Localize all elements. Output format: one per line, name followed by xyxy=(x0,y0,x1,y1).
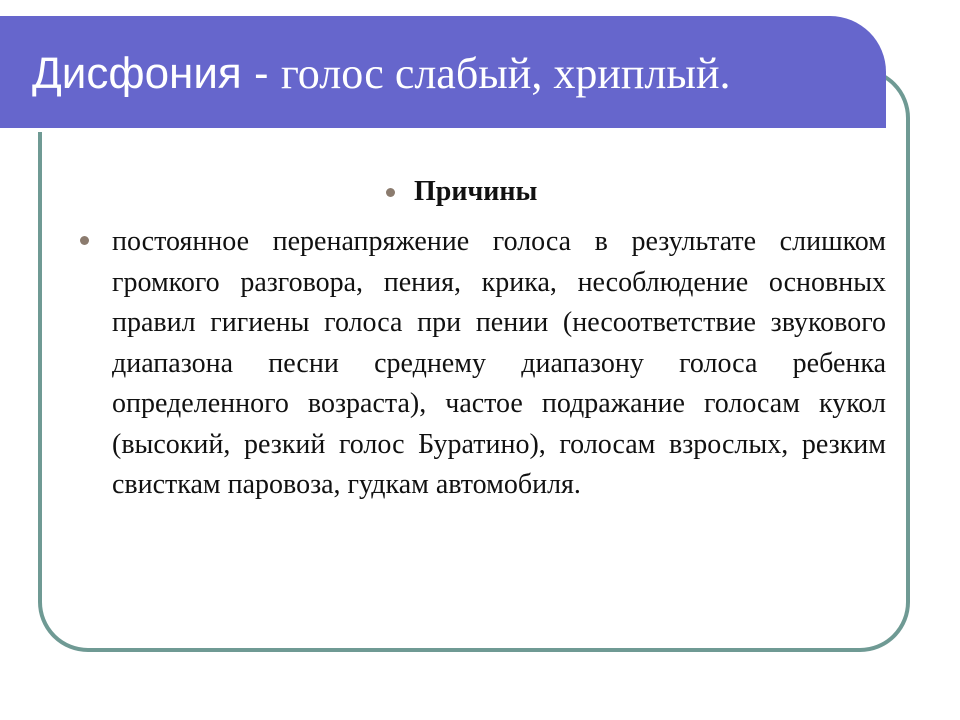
bullet-icon xyxy=(80,236,89,245)
title-underline xyxy=(0,128,850,132)
bullet-icon xyxy=(386,188,395,197)
causes-heading xyxy=(78,172,886,212)
slide-content xyxy=(78,172,886,506)
causes-heading-text: Причины xyxy=(414,176,538,207)
title-rest: голос слабый, хриплый. xyxy=(280,49,731,98)
slide-title xyxy=(32,46,730,102)
title-main: Дисфония - xyxy=(32,49,281,98)
causes-paragraph-text: постоянное перенапряжение голоса в результате слишком громкого разговора, пения, крика, несоблюдение основных правил гигиены голоса при пении (несоответствие звукового диапазона песни среднему диапазону голоса ребенка определенного возраста), частое подражание голосам кукол (высокий, резкий голос Буратино), голосам взрослых, резким свисткам паровоза, гудкам автомобиля. xyxy=(112,226,886,500)
causes-paragraph xyxy=(78,222,886,506)
